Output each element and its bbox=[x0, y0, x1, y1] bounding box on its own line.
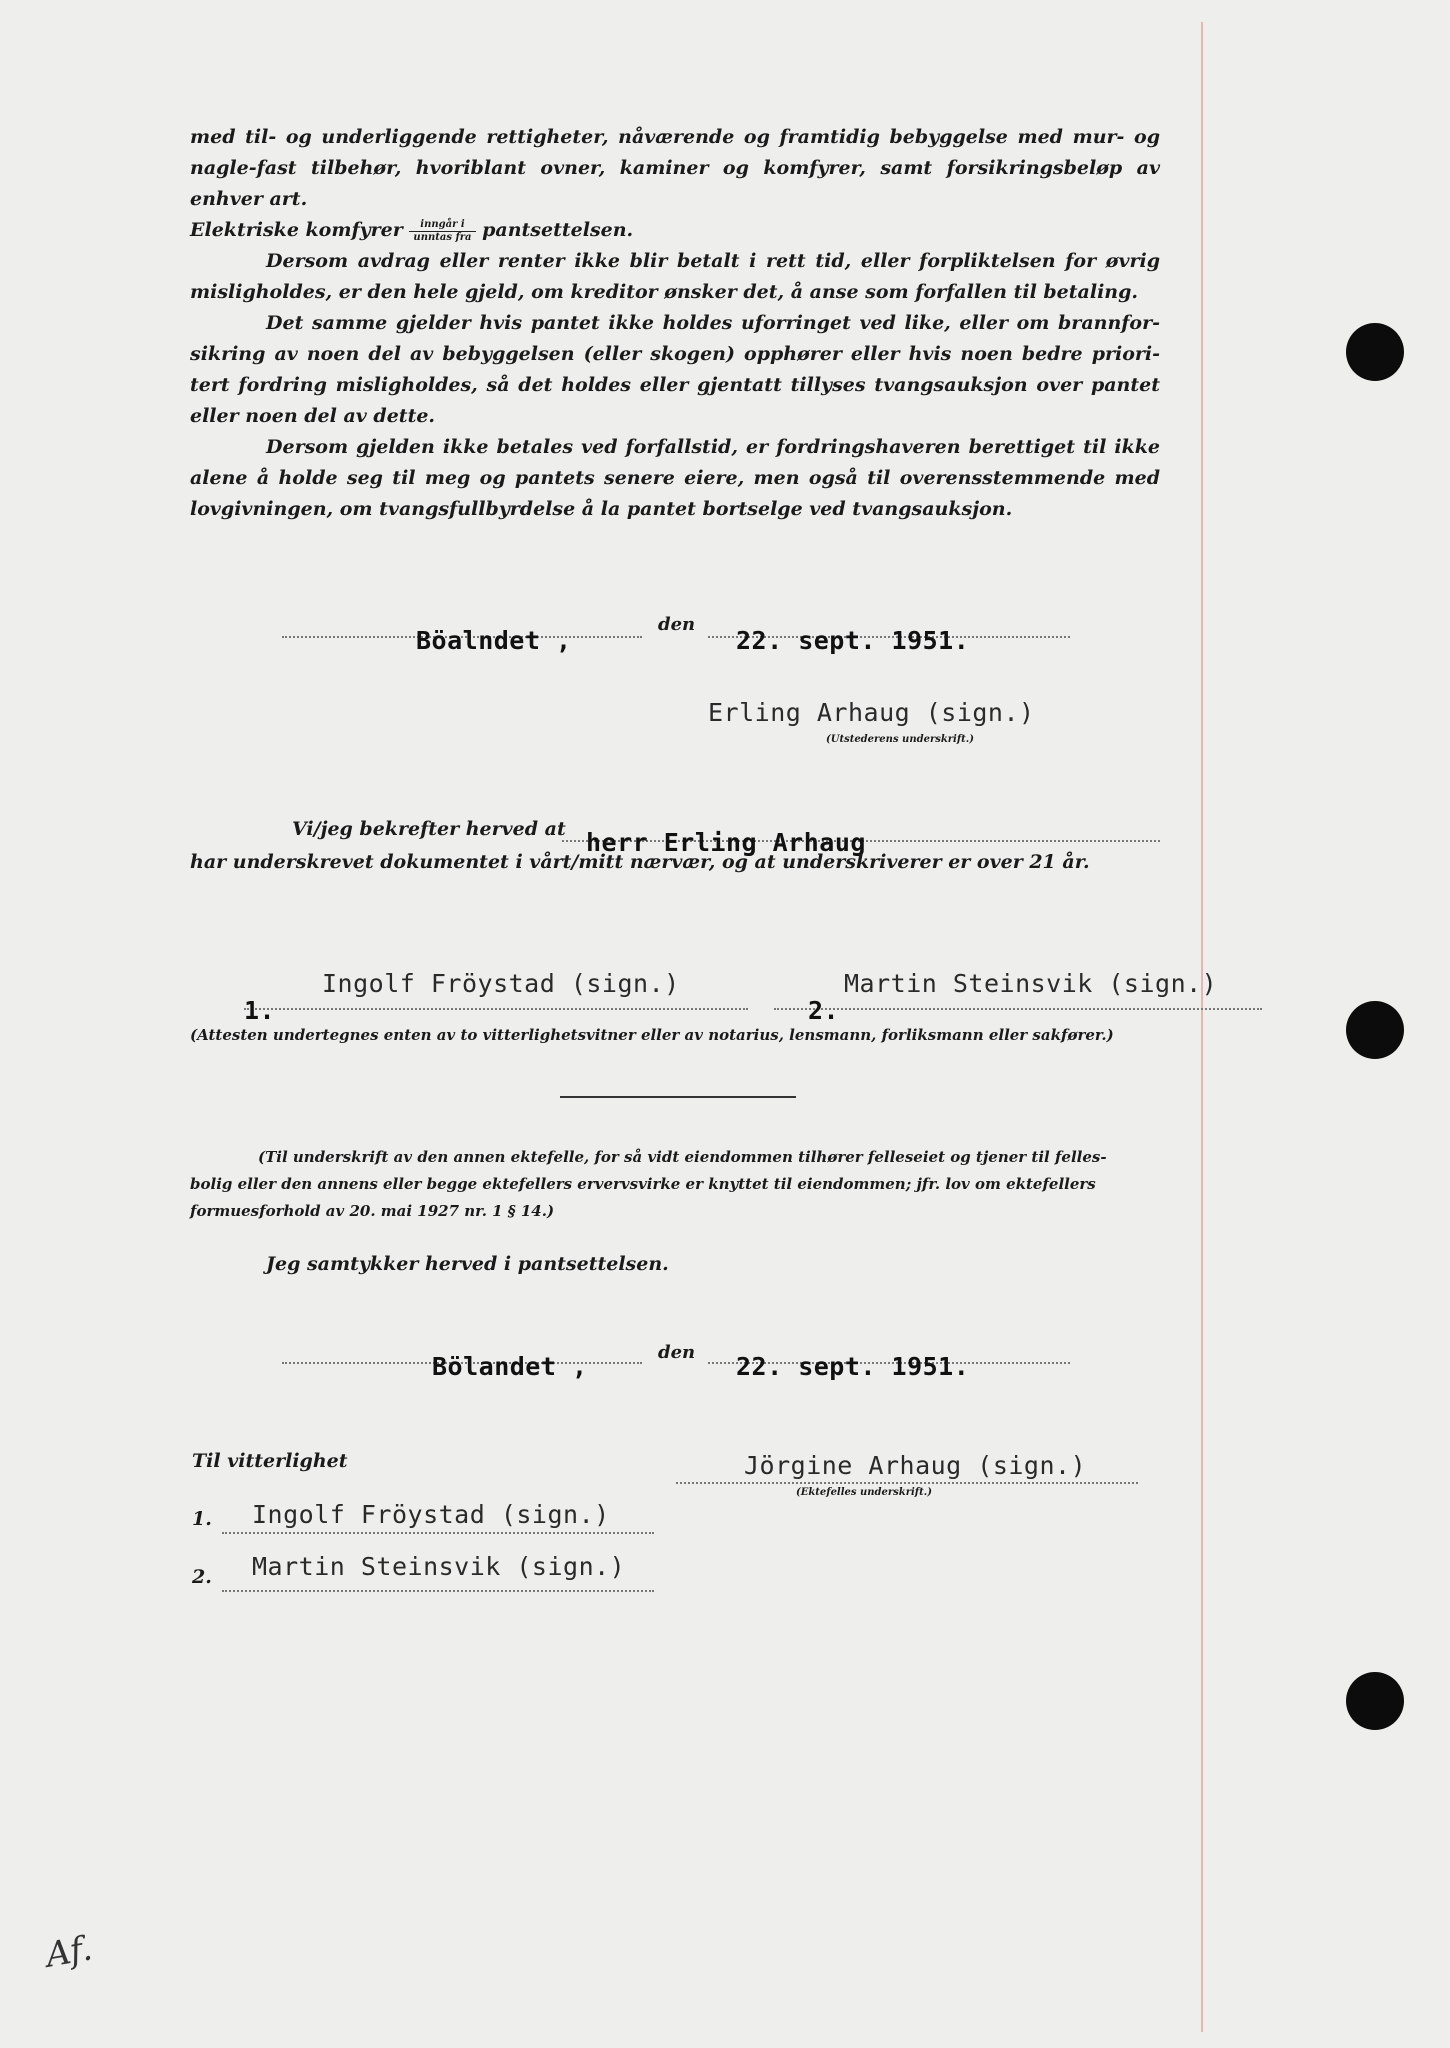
paragraph-default: Dersom avdrag eller renter ikke blir betalt i rett tid, eller forpliktelsen for øvrig misligholdes, er den hele gjeld, om kreditor ønsker det, å anse som forfallen til betaling. bbox=[190, 250, 1160, 303]
til-vitterlighet-label: Til vitterlighet bbox=[192, 1450, 348, 1472]
witness-1-number: 1. bbox=[244, 996, 276, 1025]
fraction-excluded: unntas fra bbox=[413, 231, 472, 243]
spouse-note-line-2: bolig eller den annens eller begge ektefellers ervervsvirke er knyttet til eiendommen; jfr. lov om ektefellers bbox=[190, 1175, 1096, 1193]
date-2: 22. sept. 1951. bbox=[736, 1352, 970, 1381]
witness-1-dotted-line bbox=[244, 1008, 748, 1010]
witness-1-name: Ingolf Fröystad (sign.) bbox=[322, 969, 680, 998]
certify-line-2: har underskrevet dokumentet i vårt/mitt nærvær, og at underskriverer er over 21 år. bbox=[190, 851, 1090, 873]
electric-stoves-pre: Elektriske komfyrer bbox=[190, 219, 403, 241]
den-label-2: den bbox=[658, 1342, 696, 1363]
spouse-signature-label: (Ektefelles underskrift.) bbox=[796, 1487, 932, 1498]
paragraph-electric-stoves bbox=[190, 215, 1160, 246]
place-1: Böalndet , bbox=[416, 626, 572, 655]
issuer-signature-label: (Utstederens underskrift.) bbox=[826, 734, 974, 745]
spouse-note-line-3: formuesforhold av 20. mai 1927 nr. 1 § 14.) bbox=[190, 1202, 555, 1220]
issuer-signature: Erling Arhaug (sign.) bbox=[708, 698, 1035, 727]
included-excluded-fraction bbox=[409, 219, 475, 244]
spouse-note-line-1: (Til underskrift av den annen ektefelle, for så vidt eiendommen tilhører felleseiet og tjener til felles- bbox=[258, 1148, 1107, 1166]
spouse-witness-2-number: 2. bbox=[192, 1566, 212, 1588]
date-1: 22. sept. 1951. bbox=[736, 626, 970, 655]
paragraph-enforcement: Dersom gjelden ikke betales ved forfallstid, er fordringshaveren berettiget til ikke alene å holde seg til meg og pantets senere eiere, men også til overensstemmende med lovgivningen, om tvangsfullbyrdelse å la pantet bortselge ved tvangsauksjon. bbox=[190, 436, 1160, 520]
paragraph-insurance: Det samme gjelder hvis pantet ikke holdes uforringet ved like, eller om brannfor-sikring av noen del av bebyggelsen (eller skogen) opphører eller hvis noen bedre priori-tert fordring misligholdes, så det holdes eller gjentatt tillyses tvangsauksjon over pantet eller noen del av dette. bbox=[190, 312, 1160, 427]
spouse-witness-2-dotted-line bbox=[222, 1590, 654, 1592]
red-margin-line bbox=[1201, 22, 1203, 2032]
witness-2-dotted-line bbox=[774, 1008, 1262, 1010]
witness-2-number: 2. bbox=[808, 996, 840, 1025]
attestation-note: (Attesten undertegnes enten av to vitterlighetsvitner eller av notarius, lensmann, forliksmann eller sakfører.) bbox=[190, 1026, 1114, 1044]
punch-hole-bottom bbox=[1346, 1672, 1404, 1730]
punch-hole-middle bbox=[1346, 1001, 1404, 1059]
spouse-witness-1-number: 1. bbox=[192, 1508, 212, 1530]
spouse-signature-dotted-line bbox=[676, 1482, 1138, 1484]
margin-handwritten-mark: Af. bbox=[42, 1928, 96, 1976]
certified-name: herr Erling Arhaug bbox=[586, 828, 866, 857]
spouse-witness-1-name: Ingolf Fröystad (sign.) bbox=[252, 1500, 610, 1529]
witness-2-name: Martin Steinsvik (sign.) bbox=[844, 969, 1218, 998]
fraction-included: inngår i bbox=[409, 219, 475, 232]
spouse-witness-2-name: Martin Steinsvik (sign.) bbox=[252, 1552, 626, 1581]
punch-hole-top bbox=[1346, 323, 1404, 381]
section-divider bbox=[560, 1096, 796, 1098]
place-2: Bölandet , bbox=[432, 1352, 588, 1381]
spouse-signature: Jörgine Arhaug (sign.) bbox=[744, 1451, 1087, 1480]
den-label-1: den bbox=[658, 614, 696, 635]
spouse-witness-1-dotted-line bbox=[222, 1532, 654, 1534]
paragraph-appurtenances: med til- og underliggende rettigheter, nåværende og framtidig bebyggelse med mur- og nagle-fast tilbehør, hvoriblant ovner, kaminer og komfyrer, samt forsikringsbeløp av enhver art. bbox=[190, 126, 1160, 210]
mortgage-terms-text bbox=[190, 122, 1160, 525]
certify-line-prefix: Vi/jeg bekrefter herved at bbox=[292, 818, 566, 840]
electric-stoves-post: pantsettelsen. bbox=[482, 219, 634, 241]
consent-statement: Jeg samtykker herved i pantsettelsen. bbox=[266, 1253, 669, 1275]
